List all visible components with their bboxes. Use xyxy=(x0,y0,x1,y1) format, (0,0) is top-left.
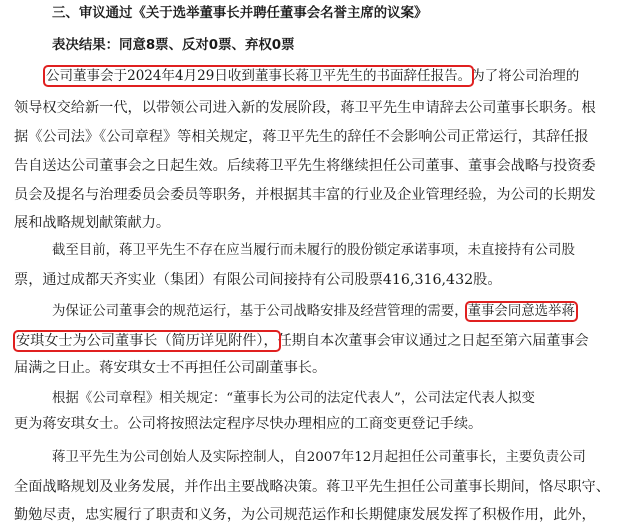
paragraph-1-line-2: 领导权交给新一代，以带领公司进入新的发展阶段，蒋卫平先生申请辞去公司董事长职务。根 xyxy=(14,100,596,116)
paragraph-3-line-1-pre: 为保证公司董事会的规范运行，基于公司战略安排及经营管理的需要， xyxy=(52,304,468,319)
paragraph-1-line-5: 员会及提名与治理委员会委员等职务，并根据其丰富的行业及企业管理经验，为公司的长期发 xyxy=(14,187,596,203)
paragraph-1-line-3: 据《公司法》《公司章程》等相关规定，蒋卫平先生的辞任不会影响公司正常运行，其辞任报 xyxy=(14,129,589,145)
paragraph-3-line-2-rest: 任期自本次董事会审议通过之日起至第六届董事会 xyxy=(277,333,589,349)
paragraph-5-line-2: 全面战略规划及业务发展，并作出主要战略决策。蒋卫平先生担任公司董事长期间，恪尽职守、 xyxy=(14,479,610,495)
paragraph-1-line-4: 告自送达公司董事会之日起生效。后续蒋卫平先生将继续担任公司董事、董事会战略与投资委 xyxy=(14,158,596,174)
highlight-election-part-2: 安琪女士为公司董事长（简历详见附件）， xyxy=(16,333,278,349)
paragraph-3-line-3: 届满之日止。蒋安琪女士不再担任公司副董事长。 xyxy=(14,360,327,376)
paragraph-1-line-6: 展和战略规划献策献力。 xyxy=(14,215,171,231)
paragraph-3-line-2 xyxy=(0,331,640,351)
vote-result: 表决结果：同意8票、反对0票、弃权0票 xyxy=(52,38,295,53)
highlight-election-part-1: 董事会同意选举蒋 xyxy=(467,304,575,319)
paragraph-2-line-1: 截至目前，蒋卫平先生不存在应当履行而未履行的股份锁定承诺事项，未直接持有公司股 xyxy=(52,243,575,258)
highlight-resignation: 公司董事会于2024年4月29日收到董事长蒋卫平先生的书面辞任报告。 xyxy=(46,68,472,84)
paragraph-4-line-1: 根据《公司章程》相关规定：“董事长为公司的法定代表人”，公司法定代表人拟变 xyxy=(52,391,535,406)
paragraph-5-line-3: 勤勉尽责，忠实履行了职责和义务，为公司规范运作和长期健康发展发挥了积极作用，此外， xyxy=(14,507,596,523)
paragraph-1-line-1-rest: 为了将公司治理的 xyxy=(471,68,580,84)
paragraph-3-line-1 xyxy=(0,302,640,322)
paragraph-2-line-2: 票，通过成都天齐实业（集团）有限公司间接持有公司股票416,316,432股。 xyxy=(14,272,502,288)
paragraph-1-line-1 xyxy=(0,66,640,86)
section-title: 三、审议通过《关于选举董事长并聘任董事会名誉主席的议案》 xyxy=(52,6,428,21)
paragraph-4-line-2: 更为蒋安琪女士。公司将按照法定程序尽快办理相应的工商变更登记手续。 xyxy=(14,416,483,432)
paragraph-5-line-1: 蒋卫平先生为公司创始人及实际控制人，自2007年12月起担任公司董事长，主要负责公司 xyxy=(52,450,586,465)
